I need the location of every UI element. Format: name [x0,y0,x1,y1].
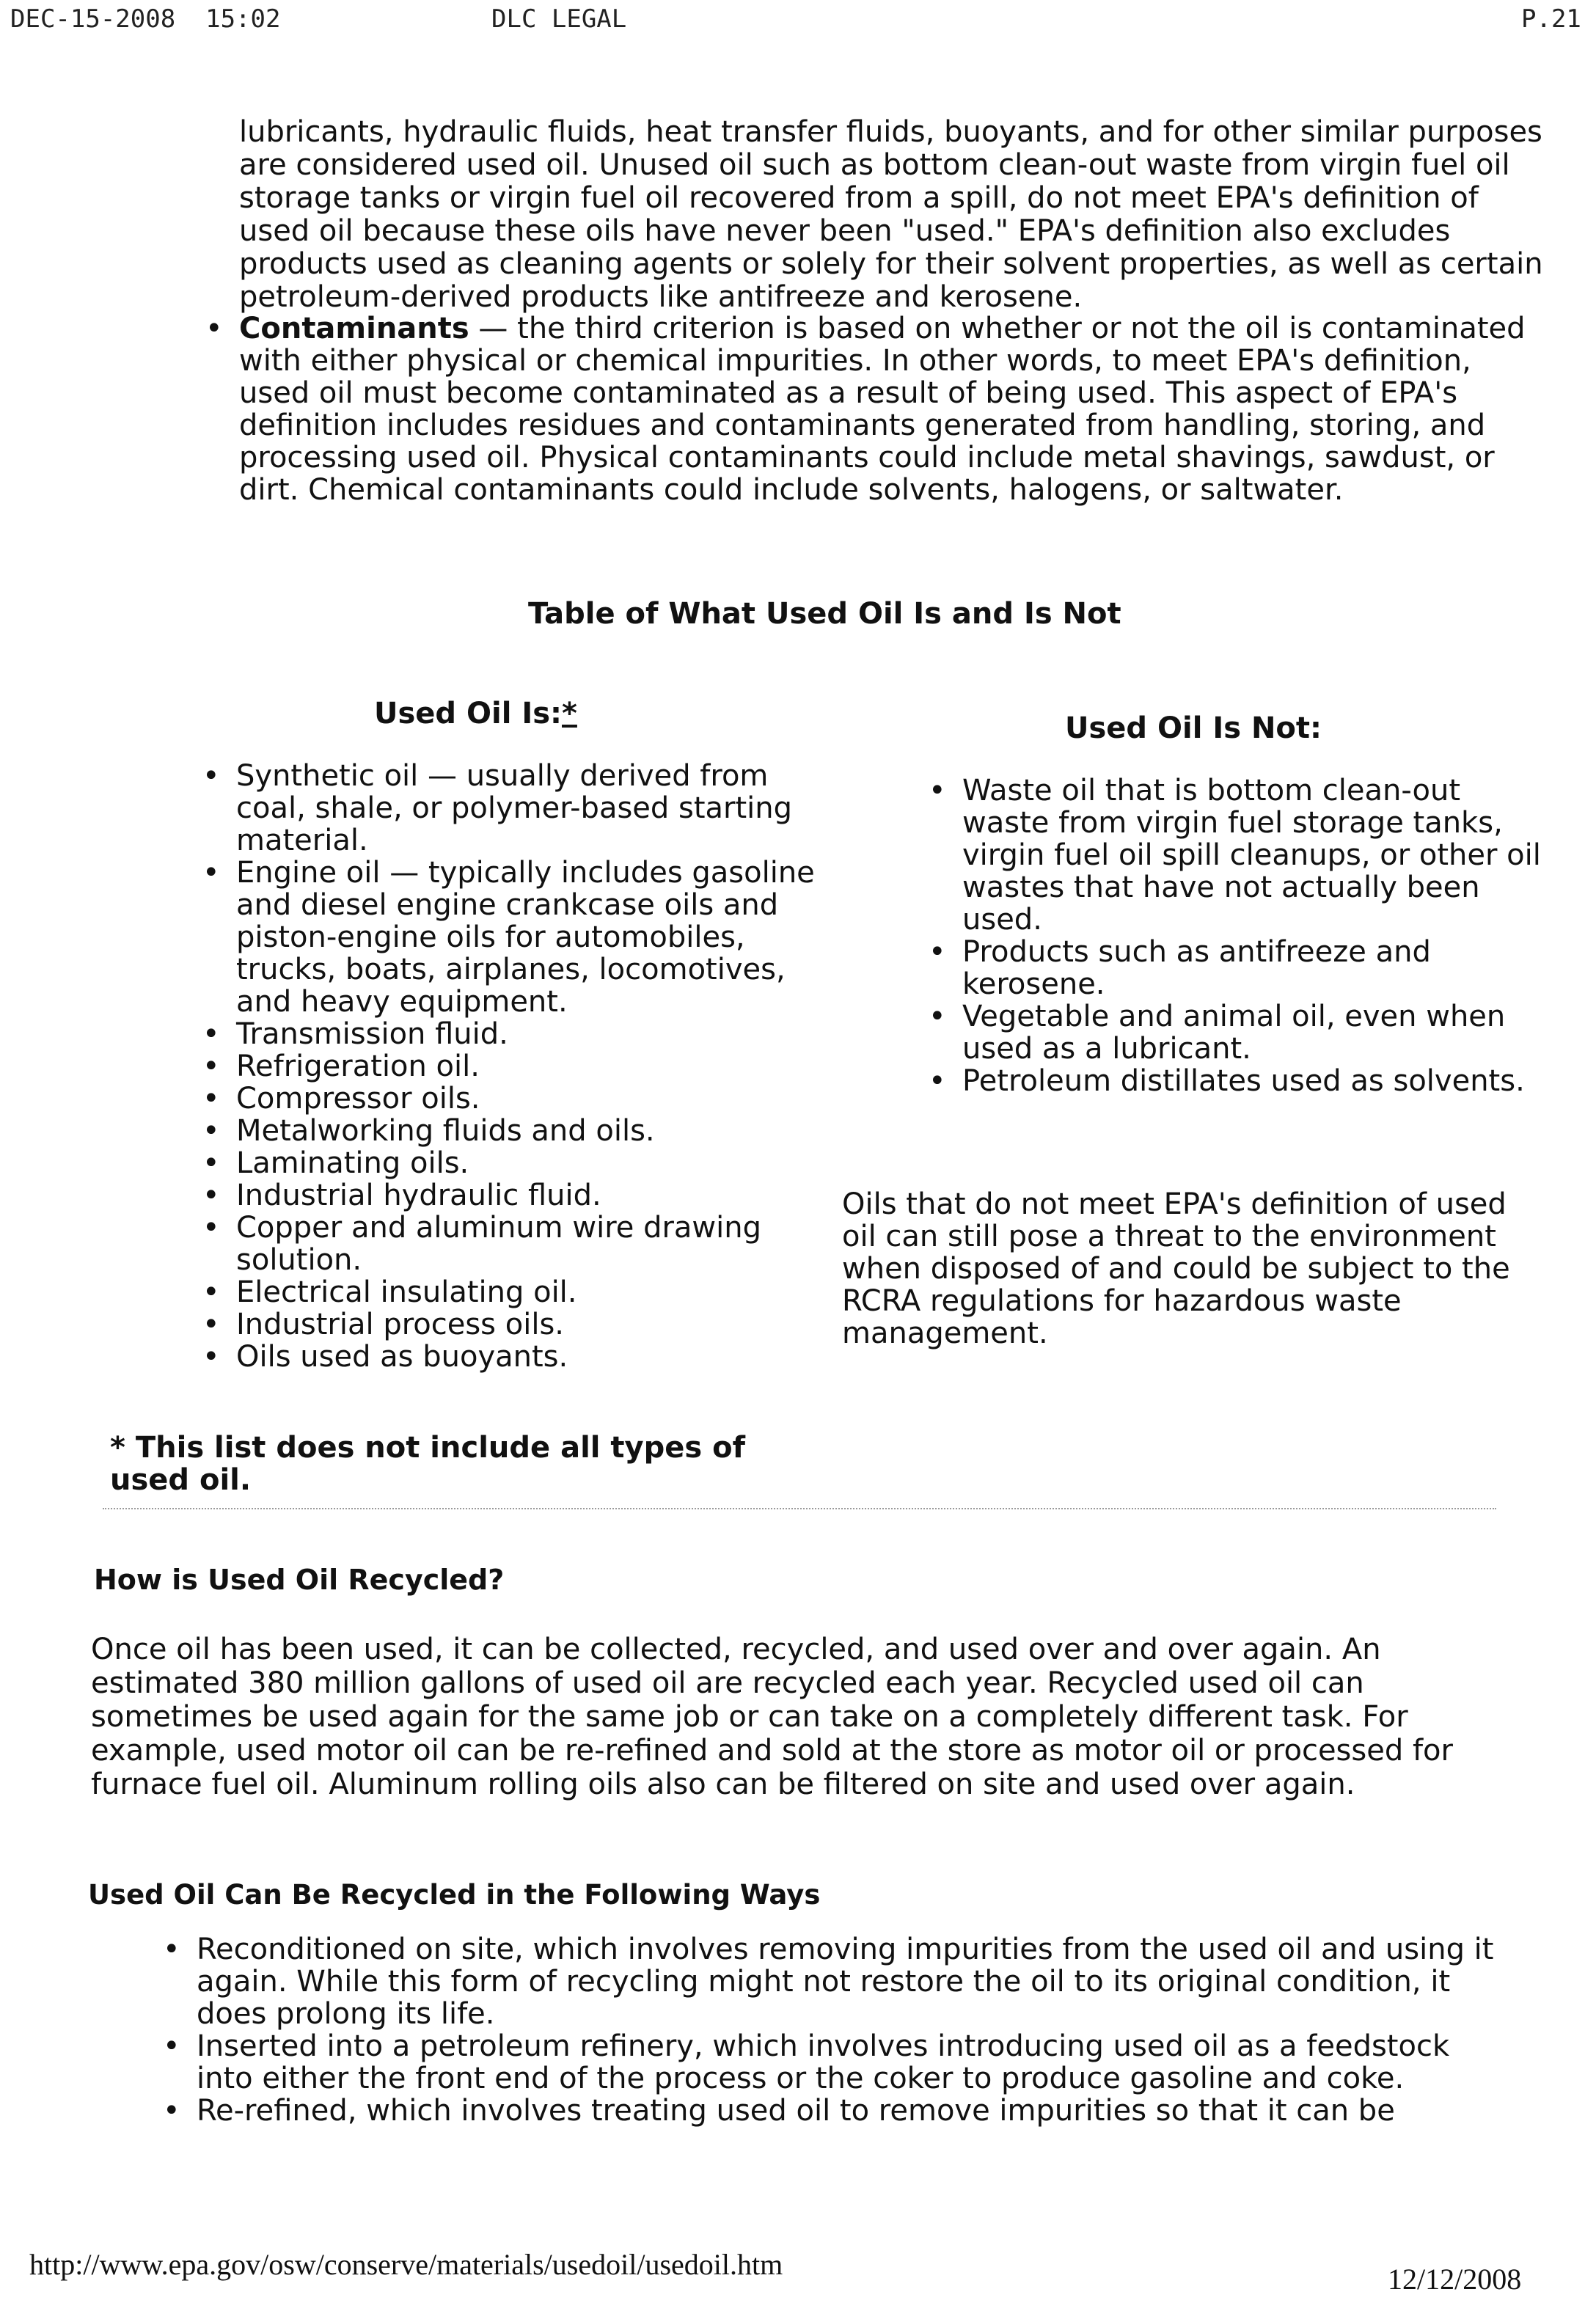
contaminants-item [239,312,1545,506]
used-oil-is-item: • Engine oil — typically includes gasoline and diesel engine crankcase oils and piston-engine oils for automobiles, trucks, boats, airplanes, locomotives, and heavy equipment. [236,857,830,1018]
fax-datetime: DEC-15-2008 15:02 [10,4,281,34]
table-title: Table of What Used Oil Is and Is Not [528,597,1121,631]
contaminants-term: Contaminants [239,312,469,345]
used-oil-is-item: • Synthetic oil — usually derived from coal, shale, or polymer-based starting material. [236,760,830,857]
recycled-heading: How is Used Oil Recycled? [94,1564,505,1596]
used-oil-is-heading-mark: * [562,697,577,730]
used-oil-is-not-item: • Waste oil that is bottom clean-out waste from virgin fuel storage tanks, virgin fuel oil spill cleanups, or other oil wastes that have not actually been used. [962,774,1542,936]
contaminants-list [239,312,1545,506]
used-oil-is-not-heading: Used Oil Is Not: [1065,711,1322,745]
used-oil-is-item: • Copper and aluminum wire drawing solution. [236,1212,830,1276]
used-oil-is-not-item: • Products such as antifreeze and kerosene. [962,936,1542,1000]
used-oil-is-item: • Compressor oils. [236,1083,830,1115]
fax-page-number: P.21 [1521,4,1581,34]
recycled-paragraph: Once oil has been used, it can be collected, recycled, and used over and over again. An estimated 380 million gallons of used oil are recycled each year. Recycled used oil can sometimes be used again for the same job or can take on a completely different task. For example, used motor oil can be re-refined and sold at the store as motor oil or processed for furnace fuel oil. Aluminum rolling oils also can be filtered on site and used over again. [91,1633,1453,1801]
ways-item: • Inserted into a petroleum refinery, which involves introducing used oil as a feedstock into either the front end of the process or the coker to produce gasoline and coke. [197,2030,1509,2095]
used-oil-is-item: • Oils used as buoyants. [236,1341,830,1373]
footer-date: 12/12/2008 [1388,2263,1522,2296]
used-oil-is-item: • Industrial process oils. [236,1308,830,1341]
used-oil-is-not-item: • Vegetable and animal oil, even when used as a lubricant. [962,1000,1542,1065]
used-oil-use-paragraph: lubricants, hydraulic fluids, heat transfer fluids, buoyants, and for other similar purposes are considered used oil. Unused oil such as bottom clean-out waste from virgin fuel oil storage tanks or virgin fuel oil recovered from a spill, do not meet EPA's definition of used oil because these oils have never been "used." EPA's definition also excludes products used as cleaning agents or solely for their solvent properties, as well as certain petroleum-derived products like antifreeze and kerosene. [239,115,1543,314]
ways-item: • Re-refined, which involves treating used oil to remove impurities so that it can be [197,2095,1509,2127]
used-oil-is-heading [374,697,577,730]
table-bottom-border [103,1508,1496,1509]
is-not-note: Oils that do not meet EPA's definition of used oil can still pose a threat to the environment when disposed of and could be subject to the RCRA regulations for hazardous waste management. [842,1187,1510,1350]
used-oil-is-item: • Laminating oils. [236,1147,830,1179]
ways-item: • Reconditioned on site, which involves removing impurities from the used oil and using it again. While this form of recycling might not restore the oil to its original condition, it does prolong its life. [197,1933,1509,2030]
used-oil-is-list [236,760,830,1373]
footer-url: http://www.epa.gov/osw/conserve/materials/usedoil/usedoil.htm [29,2248,783,2281]
used-oil-is-item: • Industrial hydraulic fluid. [236,1179,830,1212]
ways-heading: Used Oil Can Be Recycled in the Following Ways [88,1879,821,1911]
used-oil-is-item: • Transmission fluid. [236,1018,830,1050]
used-oil-is-item: • Refrigeration oil. [236,1050,830,1083]
footnote: * This list does not include all types of used oil. [110,1431,745,1497]
contaminants-text: — the third criterion is based on whether or not the oil is contaminated with either physical or chemical impurities. In other words, to meet EPA's definition, used oil must become contaminated as a result of being used. This aspect of EPA's definition includes residues and contaminants generated from handling, storing, and processing used oil. Physical contaminants could include metal shavings, sawdust, or dirt. Chemical contaminants could include solvents, halogens, or saltwater. [239,312,1526,507]
fax-sender: DLC LEGAL [491,4,627,34]
used-oil-is-not-item: • Petroleum distillates used as solvents. [962,1065,1542,1097]
ways-list [197,1933,1509,2127]
used-oil-is-not-list [962,774,1542,1097]
used-oil-is-heading-text: Used Oil Is: [374,697,563,730]
used-oil-is-item: • Metalworking fluids and oils. [236,1115,830,1147]
used-oil-is-item: • Electrical insulating oil. [236,1276,830,1308]
